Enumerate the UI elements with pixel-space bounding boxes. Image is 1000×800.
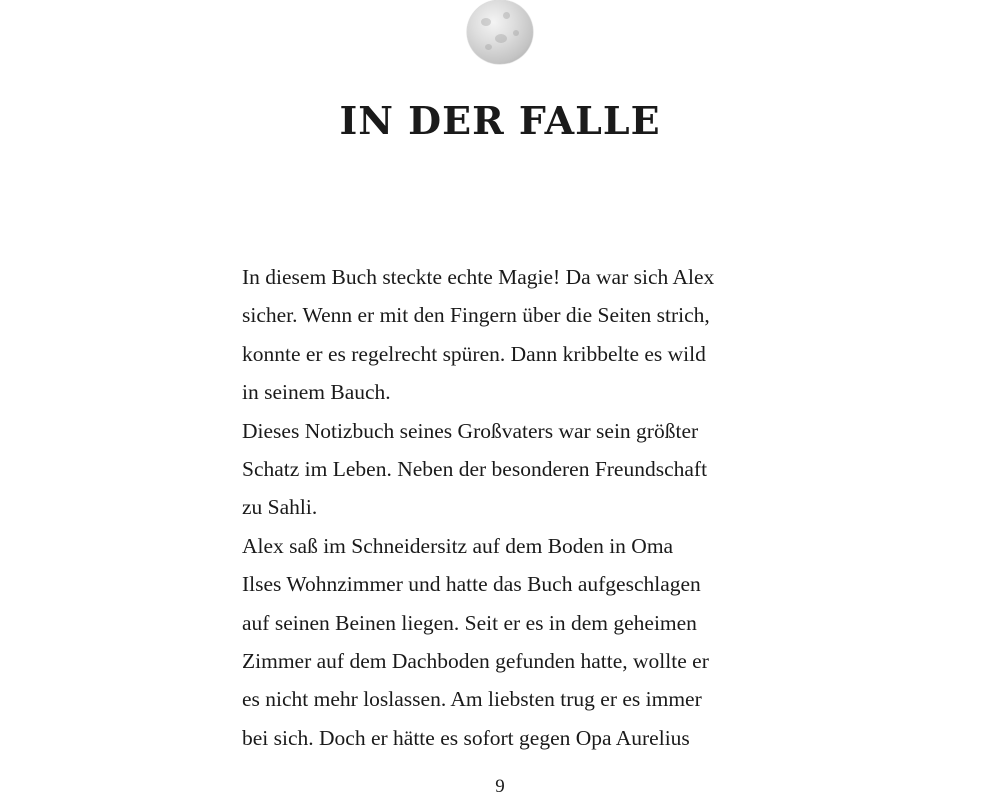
text-line: auf seinen Beinen liegen. Seit er es in dem geheimen xyxy=(242,610,697,635)
body-text xyxy=(242,258,802,757)
text-line: sicher. Wenn er mit den Fingern über die Seiten strich, xyxy=(242,303,710,328)
moon-icon xyxy=(467,0,533,64)
text-line: bei sich. Doch er hätte es sofort gegen Opa Aurelius xyxy=(242,725,690,750)
text-line: zu Sahli. xyxy=(242,495,318,520)
text-line: in seinem Bauch. xyxy=(242,380,391,405)
text-line: Ilses Wohnzimmer und hatte das Buch aufgeschlagen xyxy=(242,572,701,597)
text-line: Alex saß im Schneidersitz auf dem Boden in Oma xyxy=(242,533,674,558)
chapter-title: IN DER FALLE xyxy=(339,98,661,143)
text-line: In diesem Buch steckte echte Magie! Da war sich Alex xyxy=(242,265,715,289)
text-line: Dieses Notizbuch seines Großvaters war sein größter xyxy=(242,418,699,443)
page-number: 9 xyxy=(495,776,505,797)
text-line: es nicht mehr loslassen. Am liebsten trug er es immer xyxy=(242,687,702,712)
text-line: konnte er es regelrecht spüren. Dann kribbelte es wild xyxy=(242,341,706,366)
text-line: Schatz im Leben. Neben der besonderen Freundschaft xyxy=(242,457,708,482)
text-line: Zimmer auf dem Dachboden gefunden hatte, wollte er xyxy=(242,649,709,674)
